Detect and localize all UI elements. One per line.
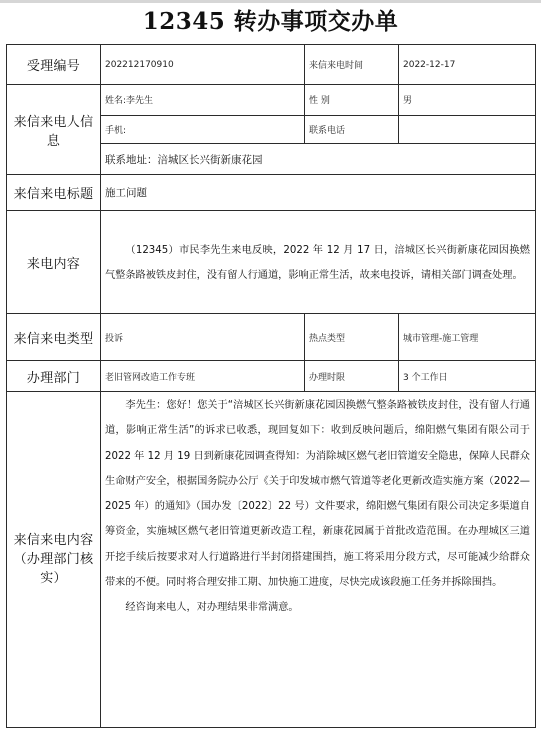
row-type [7, 314, 536, 361]
row-caller-name [7, 85, 536, 116]
mobile-label: 手机: [101, 116, 305, 144]
row-accept-no [7, 45, 536, 85]
accept-no-value: 202212170910 [101, 45, 305, 85]
gender-value: 男 [399, 85, 536, 116]
phone-value [399, 116, 536, 144]
deadline-label: 办理时限 [305, 361, 399, 392]
reply-text [101, 392, 535, 621]
phone-label: 联系电话 [305, 116, 399, 144]
content-text: （12345）市民李先生来电反映，2022 年 12 月 17 日，涪城区长兴街新康花园因换燃气整条路被铁皮封住，没有留人行通道，影响正常生活，故来电投诉，请相关部门调查处理。 [105, 244, 530, 281]
reply-paragraph-2: 经咨询来电人，对办理结果非常满意。 [125, 602, 299, 614]
caller-address: 联系地址：涪城区长兴街新康花园 [101, 144, 536, 175]
call-time-label: 来信来电时间 [305, 45, 399, 85]
type-value: 投诉 [101, 314, 305, 361]
row-content [7, 211, 536, 314]
hot-value: 城市管理-施工管理 [399, 314, 536, 361]
hot-label: 热点类型 [305, 314, 399, 361]
dept-value: 老旧管网改造工作专班 [101, 361, 305, 392]
top-edge-line [0, 0, 541, 3]
accept-no-label: 受理编号 [7, 45, 101, 85]
content-label: 来电内容 [7, 211, 101, 314]
caller-info-label: 来信来电人信息 [7, 85, 101, 175]
dept-label: 办理部门 [7, 361, 101, 392]
row-subject [7, 175, 536, 211]
caller-name: 姓名:李先生 [101, 85, 305, 116]
reply-paragraph-1: 李先生：您好！您关于“涪城区长兴街新康花园因换燃气整条路被铁皮封住，没有留人行通道，影响正常生活”的诉求已收悉，现回复如下：收到反映问题后，绵阳燃气集团有限公司于 2022 年 12 月 19 日到新康花园调查得知：为消除城区燃气老旧管道安全隐患，保障人民群众生命财产安全，根据国务院办公厅《关于印发城市燃气管道等老化更新改造实施方案（2022—2025 年）的通知》（国办发〔2022〕22 号）文件要求，绵阳燃气集团有限公司决定多渠道自筹资金，实施城区燃气老旧管道更新改造工程，新康花园属于首批改造范围。在办理城区三道开挖手续后按要求对人行道路进行半封闭搭建围挡，施工将采用分段方式，尽可能减少给群众带来的不便。同时将合理安排工期、加快施工进度，尽快完成该段施工任务并拆除围挡。 [105, 400, 530, 589]
row-reply [7, 392, 536, 728]
content-cell [101, 211, 536, 314]
call-time-value: 2022-12-17 [399, 45, 536, 85]
transfer-form-table [6, 44, 536, 728]
type-label: 来信来电类型 [7, 314, 101, 361]
form-title: 12345 转办事项交办单 [142, 8, 399, 35]
deadline-value: 3 个工作日 [399, 361, 536, 392]
reply-cell [101, 392, 536, 728]
gender-label: 性 别 [305, 85, 399, 116]
reply-label: 来信来电内容（办理部门核实） [7, 392, 101, 728]
row-dept [7, 361, 536, 392]
subject-value: 施工问题 [101, 175, 536, 211]
subject-label: 来信来电标题 [7, 175, 101, 211]
